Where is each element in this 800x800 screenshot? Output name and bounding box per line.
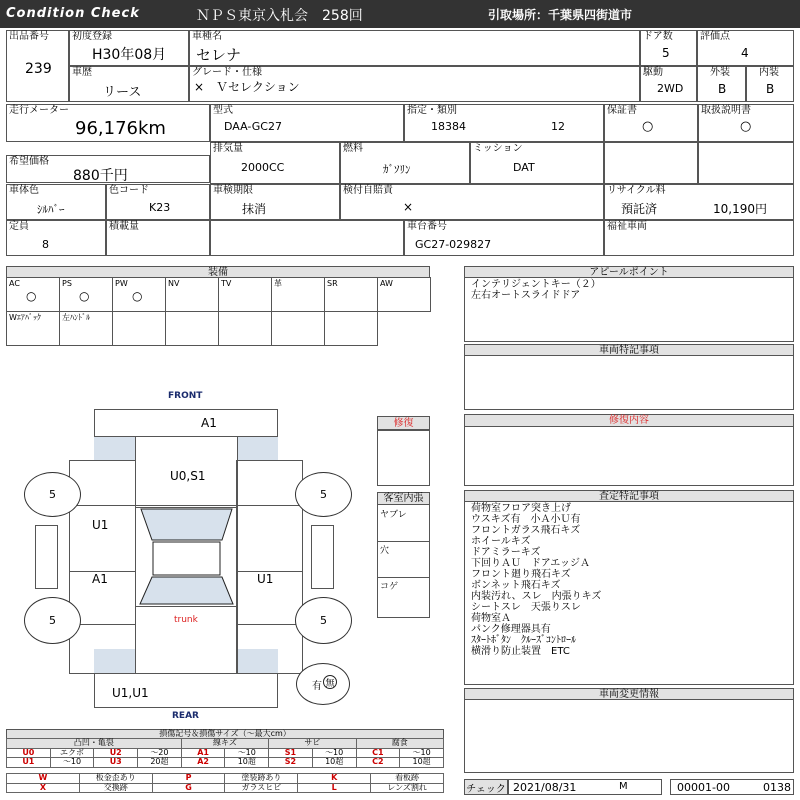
manual-label: 取扱説明書 [701, 105, 751, 116]
spare-tire-value: 無 [323, 675, 337, 689]
recycle-fee: 10,190円 [713, 202, 767, 216]
body-color: ｼﾙﾊﾞｰ [37, 203, 65, 216]
grade-cell [189, 66, 640, 102]
equipment-cell [377, 277, 431, 312]
pickup-location: 引取場所：千葉県四街道市 [488, 8, 633, 22]
interior-hole-label: 穴 [380, 546, 390, 556]
note-line: ボンネット飛石キズ [471, 580, 561, 591]
legend-code: A1 [181, 748, 225, 758]
special-notes-title: 車両特記事項 [464, 344, 794, 356]
interior-label: 内装 [759, 67, 779, 78]
brand-label: Condition Check [6, 6, 140, 21]
legend-desc: 20超 [138, 758, 182, 768]
legend-group-rust: サビ [269, 739, 356, 749]
repair-detail-box [464, 426, 794, 486]
legend-code: C2 [356, 758, 400, 768]
mileage-cell [6, 104, 210, 142]
recycle-status: 預託済 [621, 202, 658, 216]
price: 880千円 [73, 168, 128, 184]
spare-tire [296, 663, 350, 705]
interior-box [377, 504, 430, 618]
front-bumper-damage: A1 [201, 416, 217, 430]
first-registration-cell [69, 30, 189, 66]
capacity: 8 [42, 238, 49, 251]
note-line: 横滑り防止装置 ETC [471, 646, 570, 657]
lot-number: 239 [25, 61, 52, 77]
interior-cell [746, 66, 794, 102]
rear-right-tire: 5 [295, 597, 352, 644]
appeal-title: アピールポイント [464, 266, 794, 278]
insurance-cell [340, 184, 604, 220]
drive: 2WD [657, 82, 684, 95]
displacement-label: 排気量 [213, 143, 243, 154]
note-line: パンク修理器具有 [471, 624, 551, 635]
body-color-cell [6, 184, 106, 220]
drive-label: 駆動 [643, 67, 663, 78]
mileage: 96,176km [75, 118, 166, 139]
equipment-cell [324, 277, 378, 312]
form-code [670, 779, 794, 795]
note-line: ｽﾀｰﾄﾎﾞﾀﾝ ｸﾙｰｽﾞｺﾝﾄﾛｰﾙ [471, 635, 576, 646]
score-label: 評価点 [700, 31, 730, 42]
check-mark: M [619, 781, 628, 792]
equipment-cell [112, 277, 166, 312]
vehicle-change-title: 車両変更情報 [464, 688, 794, 700]
inspection-cell [210, 184, 340, 220]
insurance-label: 検付自賠責 [343, 185, 393, 196]
special-notes-box [464, 355, 794, 410]
displacement: 2000CC [241, 161, 285, 174]
hood-damage: U0,S1 [170, 469, 206, 483]
legend-desc: 10超 [400, 758, 444, 768]
doors-label: ドア数 [643, 31, 673, 42]
front-right-tire: 5 [295, 472, 352, 517]
note-line: 左右オートスライドドア [471, 290, 581, 301]
model-name-label: 車種名 [192, 31, 222, 42]
check-date: 2021/08/31 [513, 781, 577, 794]
windshield-icon [136, 506, 237, 606]
equipment-cell [6, 277, 60, 312]
inspector-notes-title: 査定特記事項 [464, 490, 794, 502]
note-line: 下回りＡＵ ドアエッジＡ [471, 558, 590, 569]
note-line: 内装汚れ、スレ 内張りキズ [471, 591, 602, 602]
legend-key-desc: 交換跡 [79, 783, 152, 793]
auction-title: ＮＰＳ東京入札会 258回 [196, 8, 363, 24]
equipment-cell [165, 277, 219, 312]
legend-key-code: K [298, 774, 371, 784]
rear-bumper-damage: U1,U1 [112, 686, 149, 700]
note-line: ウスキズ有 小Ａ小Ｕ有 [471, 514, 581, 525]
lot-label: 出品番号 [9, 31, 49, 42]
insurance: × [403, 200, 414, 214]
fuel-cell [340, 142, 470, 184]
right-mirror [311, 525, 334, 589]
exterior-label: 外装 [710, 67, 730, 78]
equipment-mark: ○ [132, 289, 143, 303]
left-mirror [35, 525, 58, 589]
category: 12 [551, 120, 565, 133]
price-label: 希望価格 [9, 156, 49, 167]
repair-box [377, 430, 430, 486]
legend-code: U3 [94, 758, 138, 768]
price-cell [6, 155, 210, 183]
legend-group-scratch: 線キズ [181, 739, 268, 749]
inspector-notes-box [464, 501, 794, 685]
legend-key-code: P [152, 774, 225, 784]
mileage-label: 走行メーター [9, 105, 69, 116]
rear-label: REAR [172, 711, 199, 721]
header-bar [0, 0, 800, 28]
legend-key-desc: 看板跡 [371, 774, 444, 784]
legend-code: S1 [269, 748, 313, 758]
inspection: 抹消 [242, 202, 267, 216]
legend-group-corrosion: 腐食 [356, 739, 444, 749]
equipment-cell [165, 311, 219, 346]
first-registration-label: 初度登録 [72, 31, 112, 42]
model-name-cell [189, 30, 640, 66]
chassis-number: GC27-029827 [415, 238, 492, 251]
fuel: ｶﾞｿﾘﾝ [383, 163, 411, 176]
left-rear-door-damage: A1 [92, 572, 108, 586]
spare-tire-mark: 有 [312, 681, 322, 692]
interior-tear-label: ヤブレ [380, 510, 407, 520]
interior-grade: B [766, 82, 775, 96]
note-line: シートスレ 天張りスレ [471, 602, 581, 613]
equipment-title: 装備 [6, 266, 430, 278]
equipment-label: 革 [274, 279, 282, 288]
appeal-box [464, 277, 794, 342]
note-line: インテリジェントキー（２） [471, 279, 601, 290]
form-code-a: 00001-00 [677, 781, 730, 794]
note-line: フロント廻り飛石キズ [471, 569, 571, 580]
model-code-cell [210, 104, 404, 142]
legend-key-desc: 塗装跡あり [225, 774, 298, 784]
color-code-label: 色コード [109, 185, 149, 196]
capacity-cell [6, 220, 106, 256]
doors-cell [640, 30, 697, 66]
score-cell [697, 30, 794, 66]
fuel-label: 燃料 [343, 143, 363, 154]
form-code-b: 0138 [763, 781, 791, 794]
equipment-cell [6, 311, 60, 346]
equipment-mark: ○ [79, 289, 90, 303]
grade-label: グレード・仕様 [192, 67, 262, 78]
appeal-list [471, 279, 601, 301]
warranty-label: 保証書 [607, 105, 637, 116]
mission-label: ミッション [473, 143, 523, 154]
equipment-label: PW [115, 279, 128, 288]
equipment-grid [6, 277, 430, 347]
blank-cell [210, 220, 404, 256]
designation: 18384 [431, 120, 466, 133]
welfare-cell [604, 220, 794, 256]
equipment-label: Wｴｱﾊﾞｯｸ [9, 313, 41, 322]
left-front-door-damage: U1 [92, 518, 109, 532]
legend-key-code: W [7, 774, 80, 784]
manual: ○ [740, 119, 752, 134]
equipment-label: 左ﾊﾝﾄﾞﾙ [62, 313, 90, 322]
equipment-cell [218, 311, 272, 346]
note-line: 荷物室フロア突き上げ [471, 503, 571, 514]
check-label: チェック [464, 779, 508, 795]
exterior-grade: B [718, 82, 727, 96]
legend-desc: ～10 [400, 748, 444, 758]
equipment-cell [218, 277, 272, 312]
legend-code: U1 [7, 758, 51, 768]
legend-key-code: G [152, 783, 225, 793]
legend-code: S2 [269, 758, 313, 768]
recycle-label: リサイクル料 [607, 185, 666, 196]
legend-desc: ～10 [50, 758, 94, 768]
history-label: 車歴 [72, 67, 92, 78]
equipment-label: AC [9, 279, 20, 288]
doors: 5 [662, 46, 670, 60]
mission-cell [470, 142, 604, 184]
equipment-label: TV [221, 279, 232, 288]
equipment-label: NV [168, 279, 180, 288]
interior-burn-label: コゲ [380, 582, 399, 592]
drive-cell [640, 66, 697, 102]
equipment-cell [112, 311, 166, 346]
equipment-label: PS [62, 279, 72, 288]
history-cell [69, 66, 189, 102]
legend-code: U0 [7, 748, 51, 758]
warranty-blank-cell [604, 142, 698, 184]
equipment-cell [271, 311, 325, 346]
legend-key-desc: レンズ割れ [371, 783, 444, 793]
front-left-tire: 5 [24, 472, 81, 517]
note-line: フロントガラス飛石キズ [471, 525, 581, 536]
legend-title: 損傷記号＆損傷サイズ（～最大cm） [6, 729, 444, 739]
capacity-label: 定員 [9, 221, 29, 232]
legend-key-desc: ガラスヒビ [225, 783, 298, 793]
manual-blank-cell [698, 142, 794, 184]
repair-detail-title: 修復内容 [464, 414, 794, 427]
load-label: 積載量 [109, 221, 139, 232]
legend-key-code: X [7, 783, 80, 793]
equipment-cell [324, 311, 378, 346]
equipment-cell [59, 277, 113, 312]
note-line: ドアミラーキズ [471, 547, 541, 558]
equipment-label: AW [380, 279, 393, 288]
vehicle-change-box [464, 699, 794, 773]
first-registration: H30年08月 [92, 47, 167, 63]
inspection-label: 車検期限 [213, 185, 253, 196]
color-code: K23 [149, 201, 171, 214]
model-code-label: 型式 [213, 105, 233, 116]
legend-desc: 10超 [225, 758, 269, 768]
displacement-cell [210, 142, 340, 184]
repair-title: 修復 [377, 416, 430, 430]
warranty: ○ [642, 119, 654, 134]
equipment-cell [271, 277, 325, 312]
check-info [508, 779, 662, 795]
legend-code: C1 [356, 748, 400, 758]
welfare-label: 福祉車両 [607, 221, 647, 232]
chassis-label: 車台番号 [407, 221, 447, 232]
front-label: FRONT [168, 391, 203, 401]
designation-cell [404, 104, 604, 142]
legend-code: A2 [181, 758, 225, 768]
color-code-cell [106, 184, 210, 220]
load-cell [106, 220, 210, 256]
lot-number-cell [6, 30, 69, 102]
designation-label: 指定・類別 [407, 105, 457, 116]
inspector-notes-list [471, 503, 601, 657]
score: 4 [741, 46, 749, 60]
legend-desc: 10超 [312, 758, 356, 768]
mission: DAT [513, 161, 535, 174]
interior-title: 客室内張 [377, 492, 430, 505]
equipment-label: SR [327, 279, 338, 288]
legend-desc: ～10 [225, 748, 269, 758]
legend-group-dent: 凸凹・亀裂 [7, 739, 182, 749]
rear-left-tire: 5 [24, 597, 81, 644]
note-line: ホイールキズ [471, 536, 531, 547]
legend-code: U2 [94, 748, 138, 758]
warranty-cell [604, 104, 698, 142]
legend-key-desc: 板金歪あり [79, 774, 152, 784]
legend-key-code: L [298, 783, 371, 793]
damage-legend-table [6, 738, 444, 768]
equipment-mark: ○ [26, 289, 37, 303]
legend-desc: ～10 [312, 748, 356, 758]
body-color-label: 車体色 [9, 185, 39, 196]
exterior-cell [697, 66, 746, 102]
trunk-label: trunk [174, 615, 198, 625]
chassis-cell [404, 220, 604, 256]
legend-desc: エクボ [50, 748, 94, 758]
mark-legend-table [6, 773, 444, 793]
recycle-cell [604, 184, 794, 220]
model-name: セレナ [196, 46, 242, 64]
grade: × Ｖセレクション [194, 80, 300, 94]
manual-cell [698, 104, 794, 142]
history: リース [103, 85, 142, 100]
model-code: DAA-GC27 [224, 120, 282, 133]
right-rear-door-damage: U1 [257, 572, 274, 586]
note-line: 荷物室Ａ [471, 613, 511, 624]
legend-desc: ～20 [138, 748, 182, 758]
car-diagram [0, 385, 375, 725]
equipment-cell [59, 311, 113, 346]
